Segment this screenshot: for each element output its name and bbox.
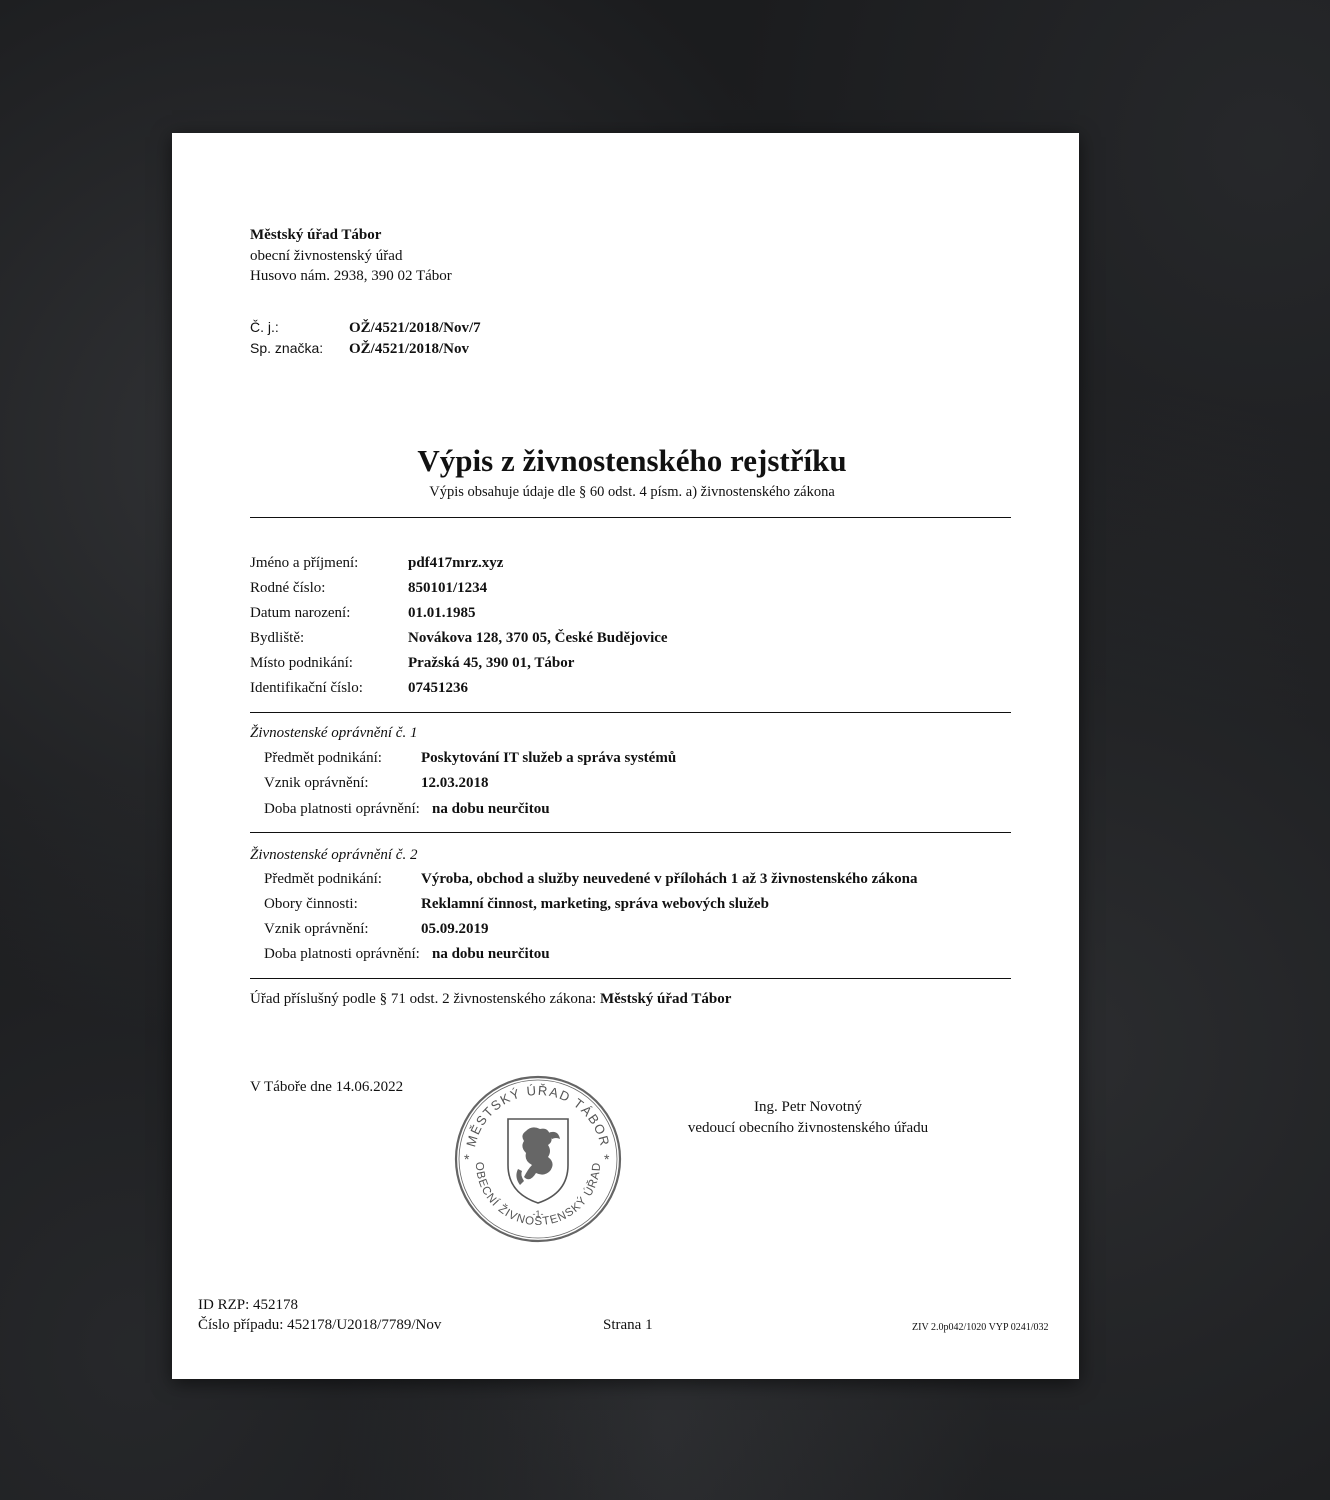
signatory-role: vedoucí obecního živnostenského úřadu <box>687 1120 929 1136</box>
divider <box>250 517 1011 518</box>
lion-icon <box>516 1127 560 1185</box>
person-label: Rodné číslo: <box>250 580 326 596</box>
licence2-heading: Živnostenské oprávnění č. 2 <box>250 847 418 863</box>
footer-case-number: Číslo případu: 452178/U2018/7789/Nov <box>198 1317 442 1333</box>
stamp-top-text: MĚSTSKÝ ÚŘAD TÁBOR <box>463 1082 613 1149</box>
place-date: V Táboře dne 14.06.2022 <box>250 1079 404 1095</box>
licence-label: Vznik oprávnění: <box>264 775 369 791</box>
footer-form-code: ZIV 2.0p042/1020 VYP 0241/032 <box>912 1322 1049 1333</box>
stamp-number: -1- <box>532 1209 544 1219</box>
person-value: 01.01.1985 <box>408 605 476 621</box>
person-label: Jméno a příjmení: <box>250 555 359 571</box>
person-label: Bydliště: <box>250 630 305 646</box>
divider <box>250 832 1011 833</box>
document-page <box>172 133 1079 1379</box>
person-value: 850101/1234 <box>408 580 488 596</box>
official-stamp <box>452 1073 624 1245</box>
footer-id-rzp: ID RZP: 452178 <box>198 1297 299 1313</box>
authority-line <box>250 989 731 1009</box>
cj-value: OŽ/4521/2018/Nov/7 <box>349 320 481 336</box>
licence1-heading: Živnostenské oprávnění č. 1 <box>250 725 418 741</box>
authority-value: Městský úřad Tábor <box>599 991 732 1007</box>
sp-value: OŽ/4521/2018/Nov <box>349 341 470 357</box>
stamp-star-right: * <box>604 1151 610 1167</box>
person-value: 07451236 <box>408 680 468 696</box>
person-value: Novákova 128, 370 05, České Budějovice <box>408 630 668 646</box>
licence-value: Poskytování IT služeb a správa systémů <box>421 750 677 766</box>
licence-value: na dobu neurčitou <box>432 946 550 962</box>
issuer-address: Husovo nám. 2938, 390 02 Tábor <box>250 268 452 284</box>
authority-label: Úřad příslušný podle § 71 odst. 2 živnostenského zákona: <box>250 991 597 1007</box>
person-label: Místo podnikání: <box>250 655 353 671</box>
licence-value: 12.03.2018 <box>421 775 489 791</box>
licence-label: Předmět podnikání: <box>264 871 382 887</box>
stamp-star-left: * <box>464 1151 470 1167</box>
document-title: Výpis z živnostenského rejstříku <box>417 443 847 478</box>
person-label: Identifikační číslo: <box>250 680 363 696</box>
signatory-name: Ing. Petr Novotný <box>754 1099 862 1115</box>
licence-label: Doba platnosti oprávnění: <box>264 946 420 962</box>
licence-label: Předmět podnikání: <box>264 750 382 766</box>
licence-value: na dobu neurčitou <box>432 801 550 817</box>
licence-label: Doba platnosti oprávnění: <box>264 801 420 817</box>
issuer-department: obecní živnostenský úřad <box>250 248 403 264</box>
licence-label: Obory činnosti: <box>264 896 358 912</box>
licence-value: Výroba, obchod a služby neuvedené v přílohách 1 až 3 živnostenského zákona <box>421 871 918 887</box>
person-value: pdf417mrz.xyz <box>408 555 504 571</box>
issuer-name: Městský úřad Tábor <box>250 227 382 243</box>
sp-label: Sp. značka: <box>250 340 324 356</box>
stamp-bottom-text: OBECNÍ ŽIVNOSTENSKÝ ÚŘAD <box>472 1161 604 1229</box>
divider <box>250 712 1011 713</box>
footer-page-number: Strana 1 <box>603 1317 653 1333</box>
cj-label: Č. j.: <box>250 319 279 335</box>
licence-value: 05.09.2019 <box>421 921 489 937</box>
divider <box>250 978 1011 979</box>
person-value: Pražská 45, 390 01, Tábor <box>408 655 575 671</box>
licence-value: Reklamní činnost, marketing, správa webových služeb <box>421 896 769 912</box>
person-label: Datum narození: <box>250 605 351 621</box>
licence-label: Vznik oprávnění: <box>264 921 369 937</box>
document-subtitle: Výpis obsahuje údaje dle § 60 odst. 4 písm. a) živnostenského zákona <box>429 484 835 500</box>
